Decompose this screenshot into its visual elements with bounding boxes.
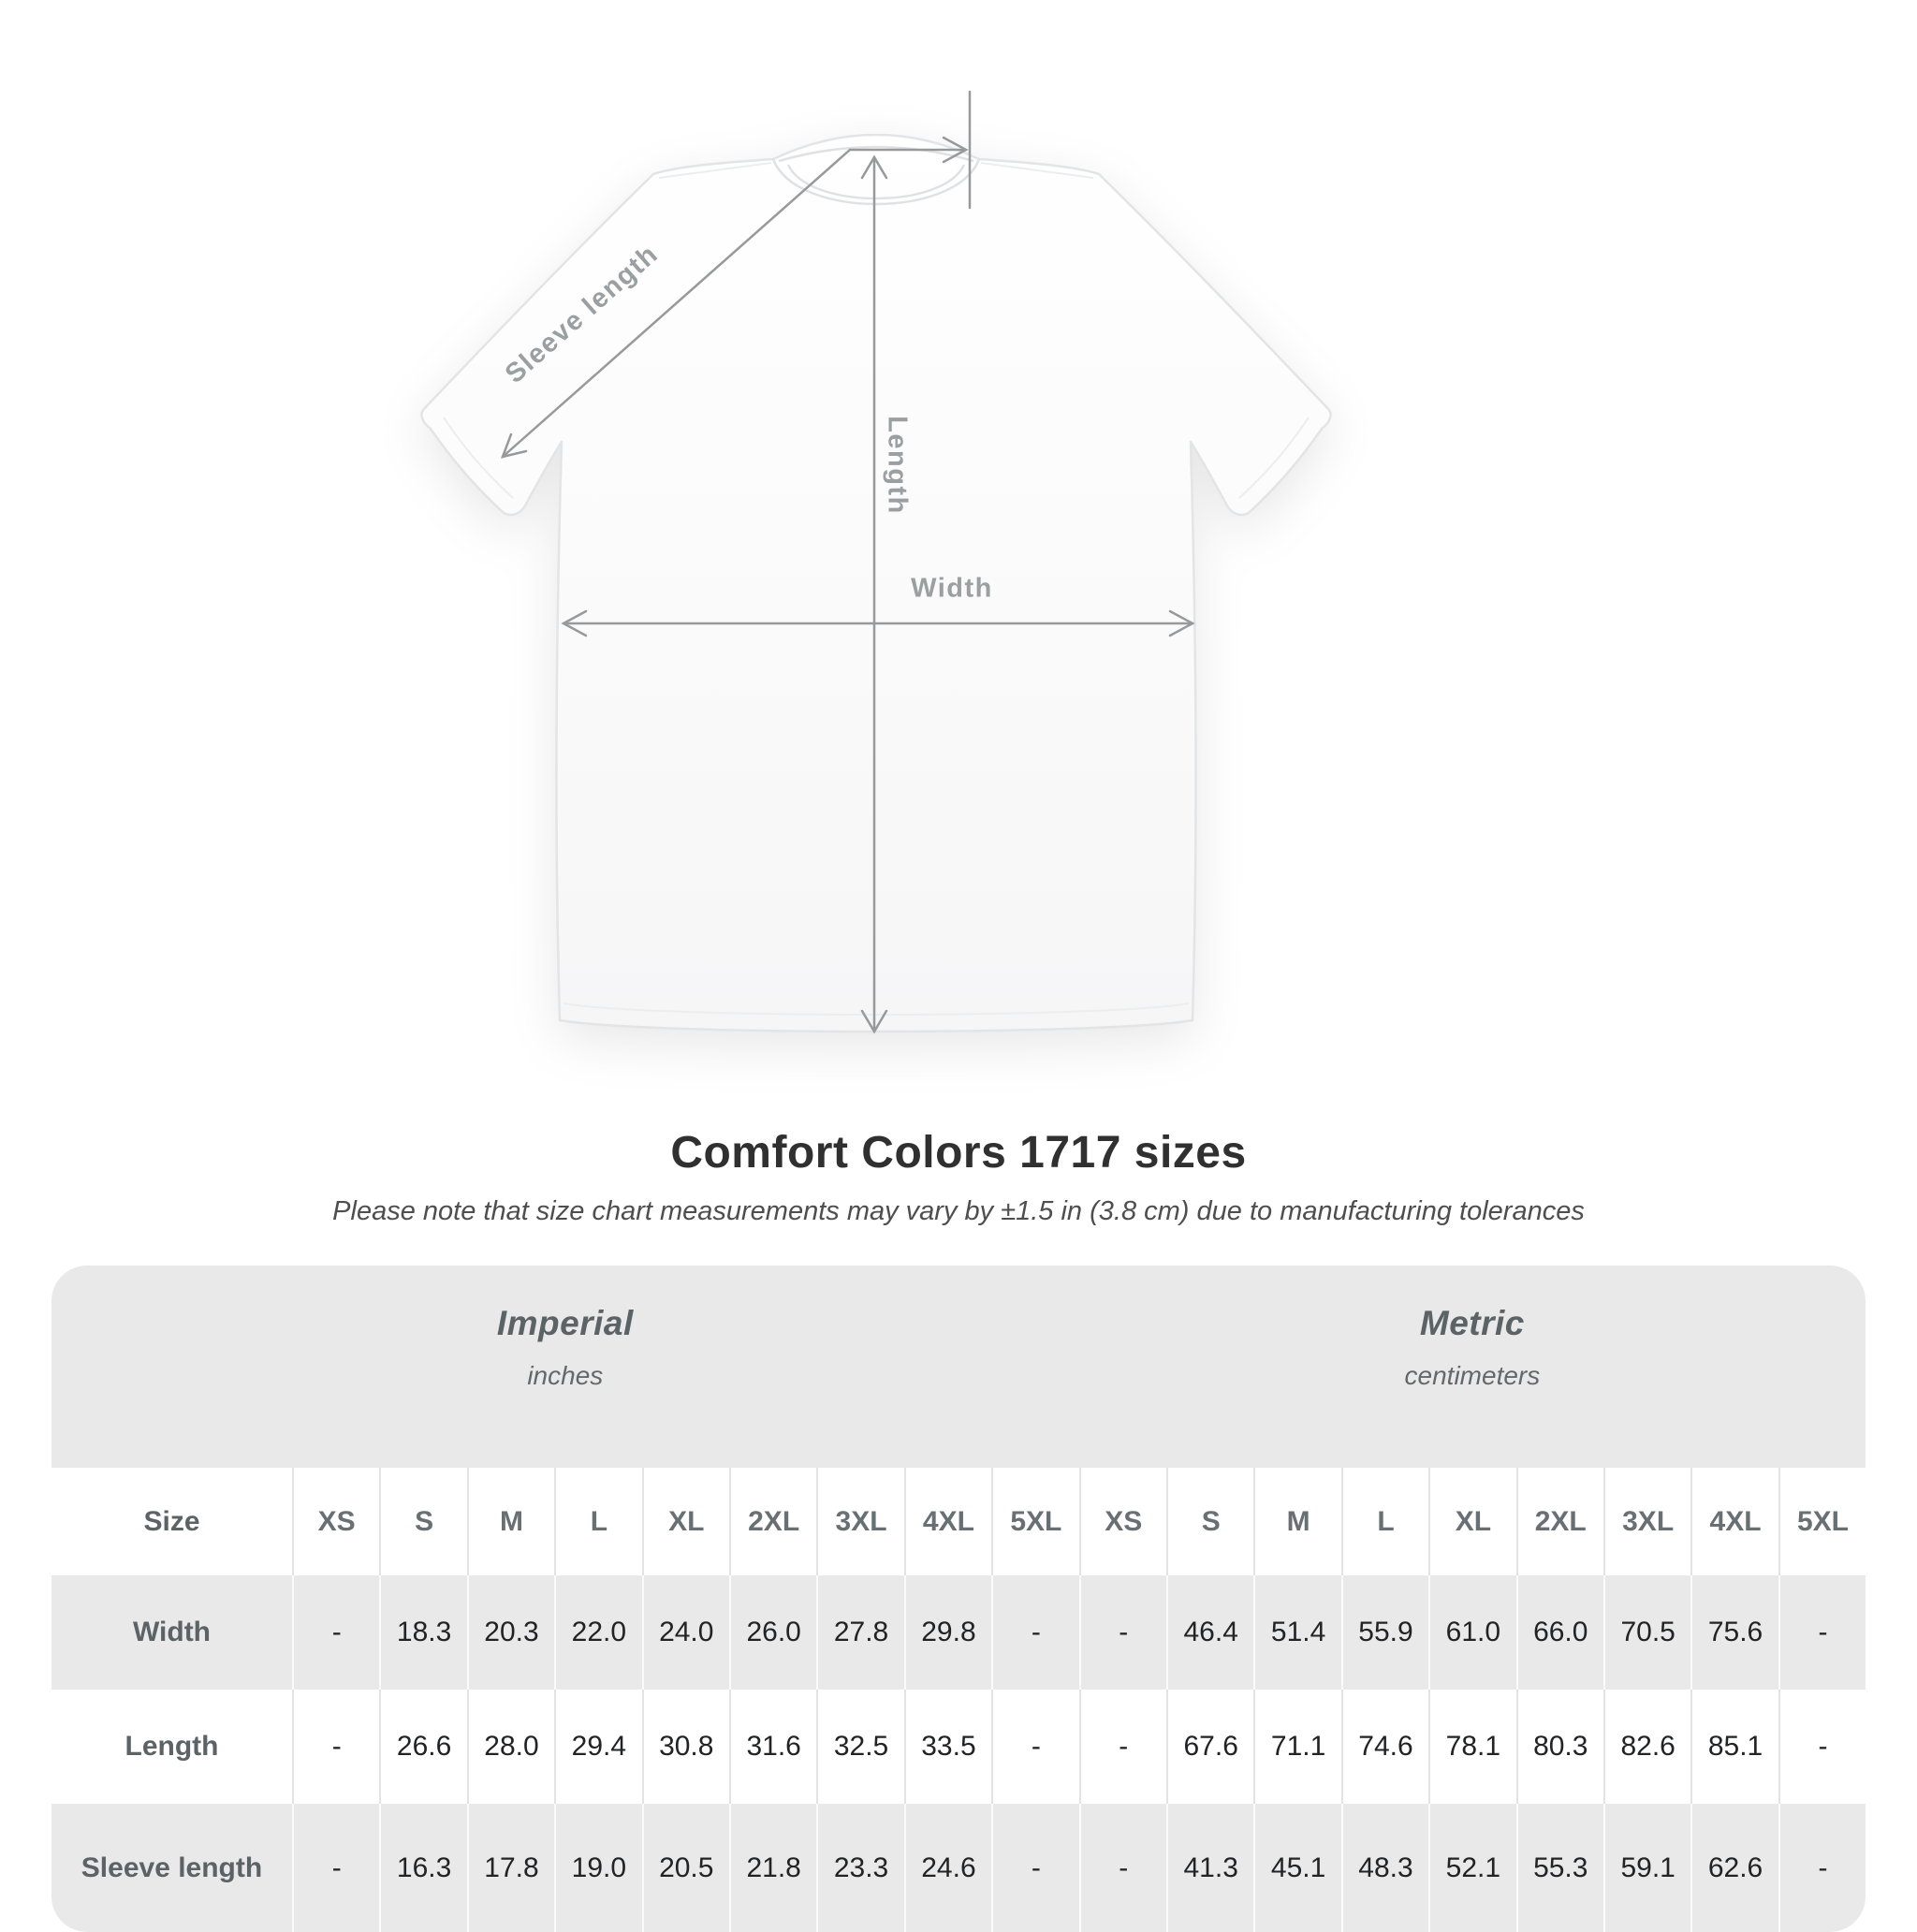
size-header-imperial-3xl: 3XL (816, 1468, 903, 1575)
size-value-cell: - (991, 1804, 1078, 1932)
size-value-cell: 20.5 (642, 1804, 729, 1932)
size-value-cell: 29.8 (904, 1575, 991, 1690)
size-value-cell: 21.8 (729, 1804, 816, 1932)
size-header-metric-m: M (1253, 1468, 1340, 1575)
page-subtitle: Please note that size chart measurements may vary by ±1.5 in (3.8 cm) due to manufacturing tolerances (332, 1196, 1585, 1226)
size-value-cell: 30.8 (642, 1690, 729, 1804)
size-value-cell: 19.0 (554, 1804, 641, 1932)
size-header-metric-s: S (1166, 1468, 1253, 1575)
size-value-cell: 82.6 (1603, 1690, 1690, 1804)
size-value-cell: 85.1 (1690, 1690, 1778, 1804)
size-header-metric-5xl: 5XL (1778, 1468, 1866, 1575)
size-value-cell: 51.4 (1253, 1575, 1340, 1690)
size-value-cell: - (1079, 1804, 1166, 1932)
size-value-cell: - (1778, 1804, 1866, 1932)
size-value-cell: 67.6 (1166, 1690, 1253, 1804)
size-header-imperial-xl: XL (642, 1468, 729, 1575)
size-header-imperial-2xl: 2XL (729, 1468, 816, 1575)
measurement-row-label: Width (51, 1575, 292, 1690)
length-label: Length (882, 416, 913, 515)
size-value-cell: 45.1 (1253, 1804, 1340, 1932)
size-value-cell: - (991, 1690, 1078, 1804)
imperial-label: Imperial (496, 1304, 634, 1342)
measurement-row-label: Length (51, 1690, 292, 1804)
size-value-cell: 33.5 (904, 1690, 991, 1804)
measurement-row-length (51, 1690, 1866, 1804)
size-header-imperial-5xl: 5XL (991, 1468, 1078, 1575)
size-value-cell: - (292, 1575, 379, 1690)
size-value-cell: 24.6 (904, 1804, 991, 1932)
size-table-grid (51, 1266, 1866, 1932)
size-value-cell: - (1778, 1575, 1866, 1690)
size-value-cell: 17.8 (467, 1804, 554, 1932)
metric-units-header (1079, 1266, 1866, 1468)
size-value-cell: - (292, 1804, 379, 1932)
size-value-cell: 75.6 (1690, 1575, 1778, 1690)
size-value-cell: 18.3 (379, 1575, 466, 1690)
size-value-cell: 74.6 (1341, 1690, 1428, 1804)
size-value-cell: - (1079, 1575, 1166, 1690)
size-value-cell: 62.6 (1690, 1804, 1778, 1932)
size-header-imperial-xs: XS (292, 1468, 379, 1575)
size-value-cell: 23.3 (816, 1804, 903, 1932)
measurement-row-label: Sleeve length (51, 1804, 292, 1932)
measurement-row-width (51, 1575, 1866, 1690)
size-value-cell: 71.1 (1253, 1690, 1340, 1804)
size-value-cell: 41.3 (1166, 1804, 1253, 1932)
size-value-cell: - (991, 1575, 1078, 1690)
size-value-cell: 78.1 (1428, 1690, 1515, 1804)
size-value-cell: 46.4 (1166, 1575, 1253, 1690)
size-value-cell: - (1079, 1690, 1166, 1804)
size-value-cell: 61.0 (1428, 1575, 1515, 1690)
size-value-cell: 52.1 (1428, 1804, 1515, 1932)
size-value-cell: 31.6 (729, 1690, 816, 1804)
size-header-metric-4xl: 4XL (1690, 1468, 1778, 1575)
size-value-cell: - (292, 1690, 379, 1804)
size-header-metric-2xl: 2XL (1516, 1468, 1603, 1575)
size-value-cell: 32.5 (816, 1690, 903, 1804)
size-value-cell: 59.1 (1603, 1804, 1690, 1932)
size-value-cell: 24.0 (642, 1575, 729, 1690)
size-header-metric-3xl: 3XL (1603, 1468, 1690, 1575)
size-value-cell: 48.3 (1341, 1804, 1428, 1932)
size-header-imperial-l: L (554, 1468, 641, 1575)
size-column-header: Size (51, 1468, 292, 1575)
size-value-cell: 20.3 (467, 1575, 554, 1690)
tshirt-body (421, 135, 1330, 1032)
size-value-cell: 28.0 (467, 1690, 554, 1804)
sleeve-length-label: Sleeve length (499, 239, 665, 390)
size-value-cell: 26.0 (729, 1575, 816, 1690)
size-value-cell: 70.5 (1603, 1575, 1690, 1690)
units-row (51, 1266, 1866, 1468)
size-header-imperial-4xl: 4XL (904, 1468, 991, 1575)
size-header-metric-xs: XS (1079, 1468, 1166, 1575)
imperial-unit: inches (527, 1361, 604, 1390)
size-value-cell: - (1778, 1690, 1866, 1804)
size-value-cell: 66.0 (1516, 1575, 1603, 1690)
measurement-row-sleeve-length (51, 1804, 1866, 1932)
size-header-metric-l: L (1341, 1468, 1428, 1575)
size-value-cell: 27.8 (816, 1575, 903, 1690)
size-value-cell: 22.0 (554, 1575, 641, 1690)
page-title: Comfort Colors 1717 sizes (670, 1128, 1247, 1178)
size-value-cell: 55.3 (1516, 1804, 1603, 1932)
size-table (51, 1266, 1866, 1932)
size-value-cell: 29.4 (554, 1690, 641, 1804)
size-header-imperial-s: S (379, 1468, 466, 1575)
imperial-units-header (51, 1266, 1079, 1468)
size-value-cell: 80.3 (1516, 1690, 1603, 1804)
size-value-cell: 26.6 (379, 1690, 466, 1804)
width-label: Width (911, 573, 993, 604)
size-header-metric-xl: XL (1428, 1468, 1515, 1575)
metric-unit: centimeters (1404, 1361, 1541, 1390)
size-header-row (51, 1468, 1866, 1575)
metric-label: Metric (1419, 1304, 1525, 1342)
size-header-imperial-m: M (467, 1468, 554, 1575)
size-value-cell: 16.3 (379, 1804, 466, 1932)
size-value-cell: 55.9 (1341, 1575, 1428, 1690)
